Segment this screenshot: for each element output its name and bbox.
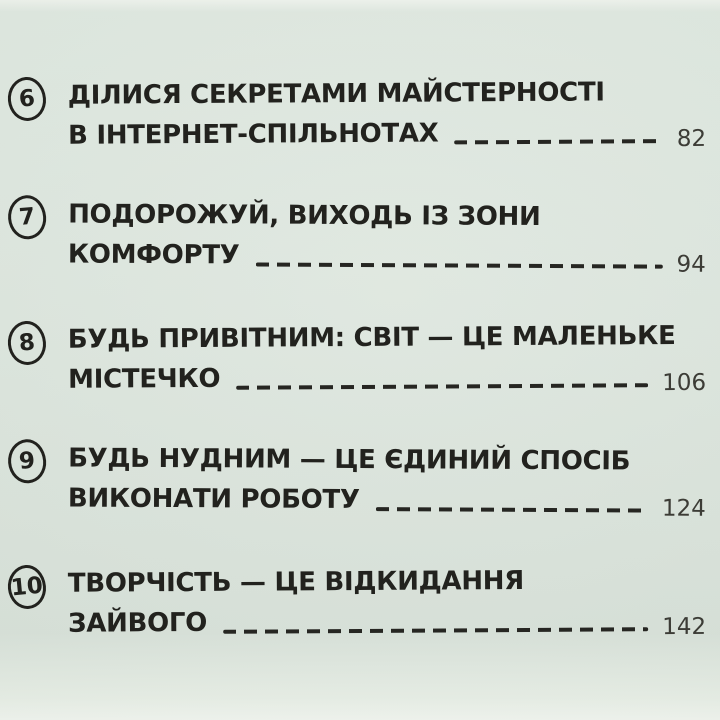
leader-line <box>376 507 648 512</box>
page-number: 94 <box>676 251 706 278</box>
page-number: 142 <box>662 613 707 641</box>
chapter-number: 6 <box>17 85 37 113</box>
chapter-title-line1: ПОДОРОЖУЙ, ВИХОДЬ ІЗ ЗОНИ <box>68 199 541 232</box>
chapter-title-row2 <box>68 600 706 644</box>
toc-entry-chapter-7 <box>6 194 706 278</box>
chapter-title-block <box>68 72 706 156</box>
chapter-title-line1: БУДЬ ПРИВІТНИМ: СВІТ — ЦЕ МАЛЕНЬКЕ <box>67 321 676 355</box>
chapter-title-line2: КОМФОРТУ <box>67 239 240 271</box>
chapter-title-line1: ДІЛИСЯ СЕКРЕТАМИ МАЙСТЕРНОСТІ <box>67 77 605 111</box>
toc-entry-chapter-9 <box>6 438 706 522</box>
chapter-number-circle <box>6 194 47 241</box>
chapter-title-line1: БУДЬ НУДНИМ — ЦЕ ЄДИНИЙ СПОСІБ <box>68 443 631 477</box>
leader-line <box>223 627 648 634</box>
chapter-title-line1: ТВОРЧІСТЬ — ЦЕ ВІДКИДАННЯ <box>67 565 525 599</box>
toc-entry-chapter-6 <box>6 72 706 156</box>
chapter-title-line2: ЗАЙВОГО <box>68 607 208 639</box>
chapter-title-line2: ВИКОНАТИ РОБОТУ <box>67 483 360 516</box>
chapter-number-circle <box>6 438 47 485</box>
chapter-number: 10 <box>9 572 45 602</box>
chapter-title-row2 <box>68 234 706 277</box>
leader-line <box>454 139 662 144</box>
chapter-title-block <box>68 438 706 521</box>
chapter-number: 7 <box>18 203 37 231</box>
chapter-title-block <box>68 194 706 277</box>
chapter-title-line2: МІСТЕЧКО <box>68 363 221 395</box>
page-number: 82 <box>676 125 707 153</box>
chapter-number-circle <box>6 563 48 610</box>
chapter-number: 8 <box>17 329 37 357</box>
chapter-title-row2 <box>68 356 706 400</box>
chapter-title-row2 <box>68 112 706 156</box>
chapter-title-row2 <box>68 478 706 521</box>
chapter-title-line2: В ІНТЕРНЕТ-СПІЛЬНОТАХ <box>68 118 439 151</box>
chapter-number: 9 <box>18 447 37 475</box>
chapter-title-block <box>68 560 706 644</box>
chapter-number-circle <box>6 75 48 122</box>
page-number: 124 <box>661 495 706 522</box>
chapter-title-block <box>68 316 706 400</box>
page-number: 106 <box>662 369 707 397</box>
leader-line <box>236 383 648 390</box>
chapter-number-circle <box>6 319 48 366</box>
leader-line <box>255 262 662 268</box>
toc-entry-chapter-8 <box>6 316 706 400</box>
toc-entry-chapter-10 <box>6 560 706 644</box>
